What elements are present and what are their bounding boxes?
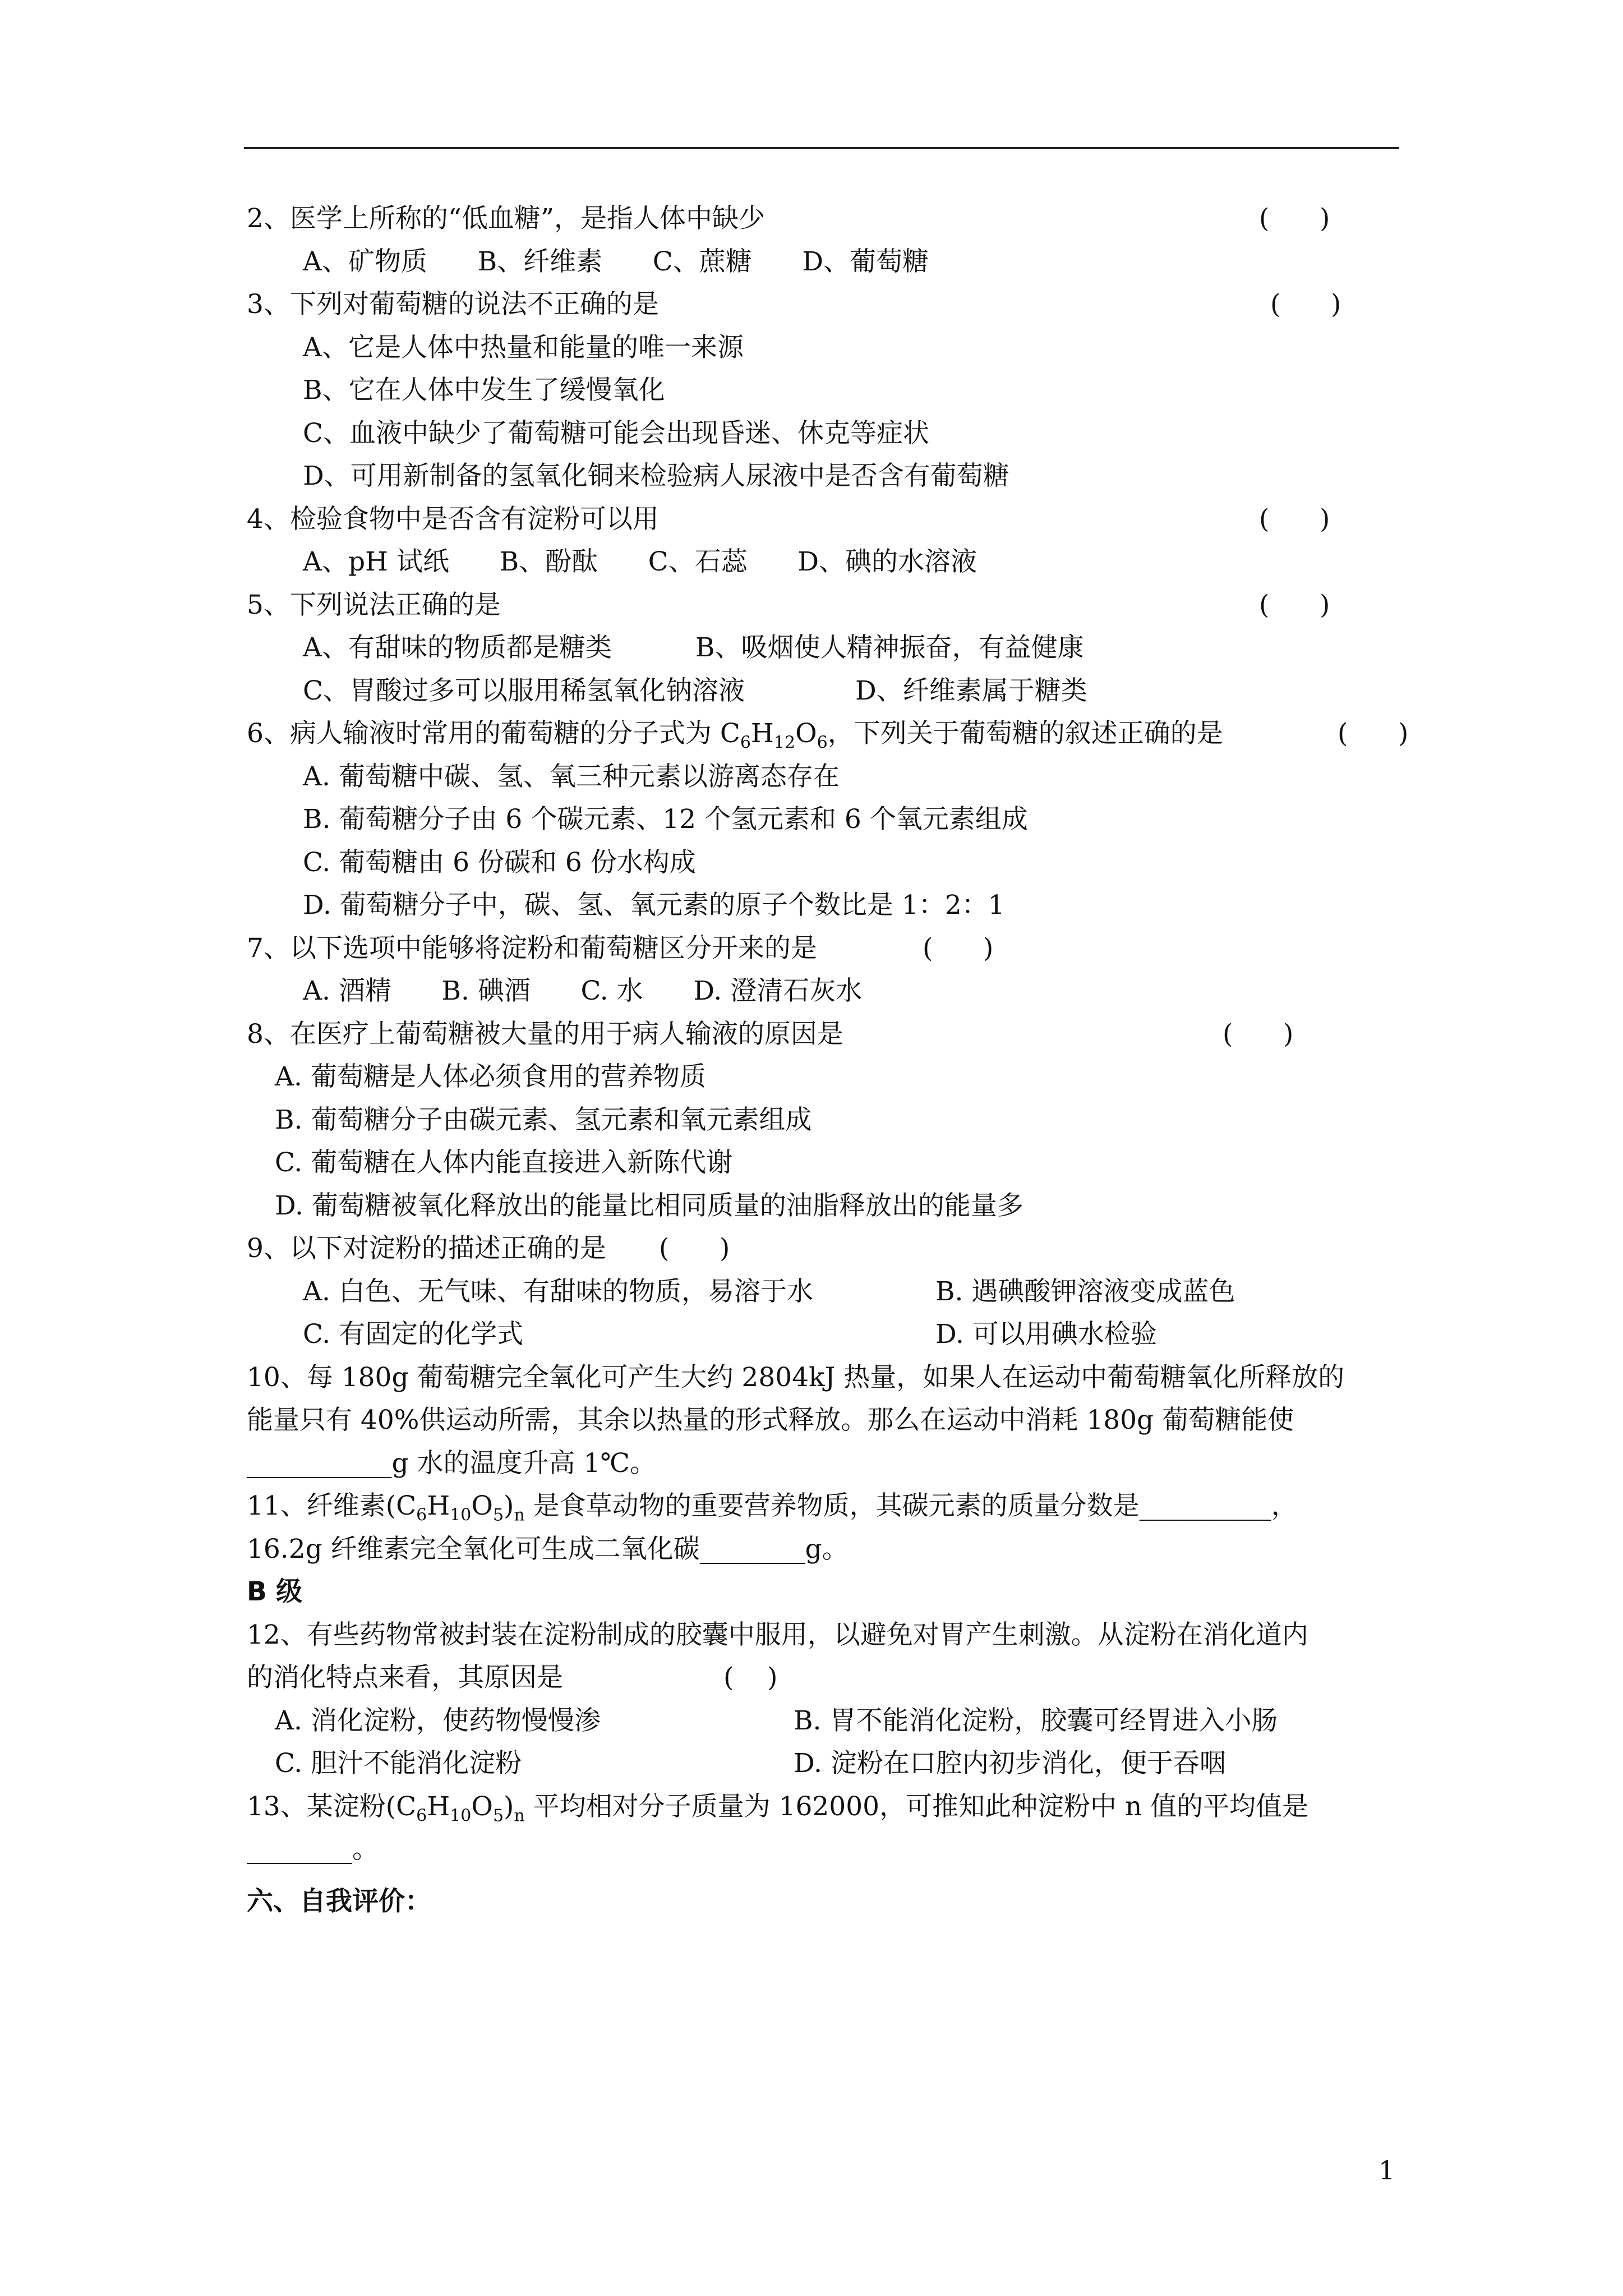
question-10-line-1: 10、每 180g 葡萄糖完全氧化可产生大约 2804kJ 热量，如果人在运动中葡萄糖氧化所释放的 — [247, 1362, 1345, 1393]
question-10-line-3: ___________g 水的温度升高 1℃。 — [247, 1448, 656, 1479]
question-2-answer-paren: ( ) — [1259, 203, 1330, 234]
question-10-line-2: 能量只有 40%供运动所需，其余以热量的形式释放。那么在运动中消耗 180g 葡萄糖能使 — [247, 1405, 1294, 1435]
question-8-option-d: D. 葡萄糖被氧化释放出的能量比相同质量的油脂释放出的能量多 — [275, 1190, 1023, 1221]
question-7-stem: 7、以下选项中能够将淀粉和葡萄糖区分开来的是 — [247, 933, 817, 964]
page-number: 1 — [1378, 2155, 1395, 2185]
question-3-option-d: D、可用新制备的氢氧化铜来检验病人尿液中是否含有葡萄糖 — [303, 461, 1009, 491]
question-7-options: A. 酒精 B. 碘酒 C. 水 D. 澄清石灰水 — [303, 976, 863, 1006]
question-8-option-a: A. 葡萄糖是人体必须食用的营养物质 — [275, 1061, 706, 1092]
question-4-stem: 4、检验食物中是否含有淀粉可以用 — [247, 504, 659, 535]
question-11-line-1: 11、纤维素$(C_6H_{10}O_5)_n$ 是食草动物的重要营养物质，其碳元素的质量分数是__________， — [247, 1490, 1298, 1525]
question-5-stem: 5、下列说法正确的是 — [247, 590, 501, 620]
question-9-option-a: A. 白色、无气味、有甜味的物质，易溶于水 — [303, 1276, 813, 1307]
question-12-option-b: B. 胃不能消化淀粉，胶囊可经胃进入小肠 — [794, 1705, 1278, 1736]
question-3-stem: 3、下列对葡萄糖的说法不正确的是 — [247, 289, 659, 320]
question-6-option-c: C. 葡萄糖由 6 份碳和 6 份水构成 — [303, 847, 696, 878]
question-6-option-a: A. 葡萄糖中碳、氢、氧三种元素以游离态存在 — [303, 761, 840, 792]
question-12-line-1: 12、有些药物常被封装在淀粉制成的胶囊中服用，以避免对胃产生刺激。从淀粉在消化道内 — [247, 1619, 1308, 1650]
question-3-option-c: C、血液中缺少了葡萄糖可能会出现昏迷、休克等症状 — [303, 418, 929, 449]
question-12-option-a: A. 消化淀粉，使药物慢慢渗 — [275, 1705, 601, 1736]
question-11-line-2: 16.2g 纤维素完全氧化可生成二氧化碳________g。 — [247, 1534, 849, 1565]
question-13-line-1: 13、某淀粉$(C_6H_{10}O_5)_n$ 平均相对分子质量为 162000，可推知此种淀粉中 n 值的平均值是 — [247, 1791, 1309, 1826]
question-12-option-c: C. 胆汁不能消化淀粉 — [275, 1748, 522, 1779]
question-7-answer-paren: ( ) — [923, 933, 994, 964]
question-5-option-b: B、吸烟使人精神振奋，有益健康 — [695, 632, 1084, 663]
question-5-option-c: C、胃酸过多可以服用稀氢氧化钠溶液 — [303, 675, 745, 706]
question-4-answer-paren: ( ) — [1259, 504, 1330, 535]
question-8-stem: 8、在医疗上葡萄糖被大量的用于病人输液的原因是 — [247, 1019, 843, 1050]
question-6-answer-paren: ( ) — [1338, 718, 1409, 749]
question-3-option-b: B、它在人体中发生了缓慢氧化 — [303, 375, 665, 406]
question-5-answer-paren: ( ) — [1259, 590, 1330, 620]
question-8-option-b: B. 葡萄糖分子由碳元素、氢元素和氧元素组成 — [275, 1105, 812, 1135]
question-12-answer-paren: ( ) — [723, 1662, 778, 1693]
question-9-option-b: B. 遇碘酸钾溶液变成蓝色 — [935, 1276, 1235, 1307]
question-3-answer-paren: ( ) — [1270, 289, 1341, 320]
header-rule — [244, 147, 1399, 149]
question-12-option-d: D. 淀粉在口腔内初步消化，便于吞咽 — [794, 1748, 1226, 1779]
level-b-heading: B 级 — [247, 1576, 303, 1607]
question-12-line-2: 的消化特点来看，其原因是 — [247, 1662, 563, 1693]
question-3-option-a: A、它是人体中热量和能量的唯一来源 — [303, 332, 744, 363]
question-9-stem: 9、以下对淀粉的描述正确的是 — [247, 1233, 606, 1264]
question-13-line-2: ________。 — [247, 1834, 379, 1865]
question-8-answer-paren: ( ) — [1223, 1019, 1294, 1050]
section-6-heading: 六、自我评价： — [247, 1886, 431, 1917]
question-6-option-d: D. 葡萄糖分子中，碳、氢、氧元素的原子个数比是 1：2：1 — [303, 890, 1005, 921]
question-6-option-b: B. 葡萄糖分子由 6 个碳元素、12 个氢元素和 6 个氧元素组成 — [303, 804, 1028, 835]
question-6-stem: 6、病人输液时常用的葡萄糖的分子式为 $C_6H_{12}O_6$，下列关于葡萄糖的叙述正确的是 — [247, 718, 1223, 753]
question-9-option-d: D. 可以用碘水检验 — [935, 1319, 1157, 1350]
question-5-option-a: A、有甜味的物质都是糖类 — [303, 632, 612, 663]
question-5-option-d: D、纤维素属于糖类 — [855, 675, 1087, 706]
question-2-options: A、矿物质 B、纤维素 C、蔗糖 D、葡萄糖 — [303, 246, 929, 277]
question-8-option-c: C. 葡萄糖在人体内能直接进入新陈代谢 — [275, 1147, 733, 1178]
question-4-options: A、pH 试纸 B、酚酞 C、石蕊 D、碘的水溶液 — [303, 546, 978, 577]
question-9-answer-paren: ( ) — [659, 1233, 730, 1264]
question-2-stem: 2、医学上所称的“低血糖”，是指人体中缺少 — [247, 203, 765, 234]
question-9-option-c: C. 有固定的化学式 — [303, 1319, 524, 1350]
